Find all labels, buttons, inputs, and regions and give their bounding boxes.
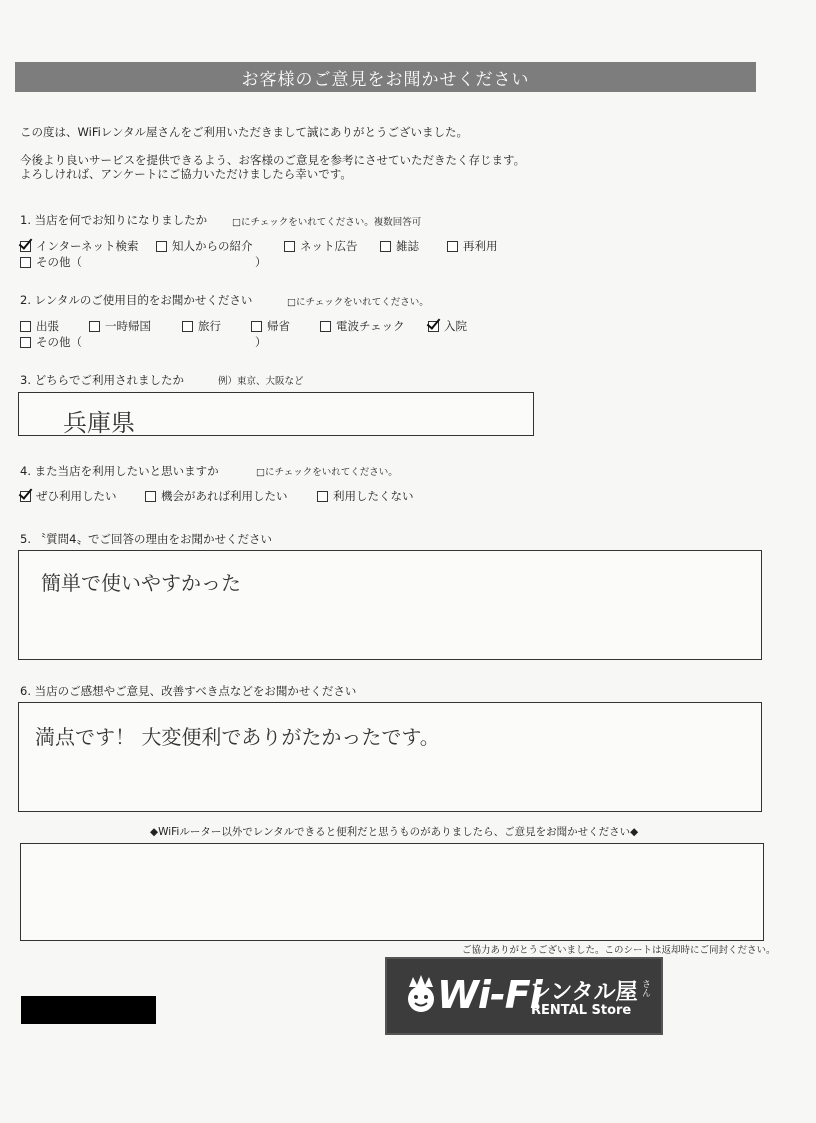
q1-option-net-ad[interactable]: ネット広告 (284, 238, 358, 254)
q2-option-hospital[interactable]: 入院 (428, 318, 467, 334)
q4-hint: □にチェックをいれてください。 (256, 467, 398, 478)
q5-answer-text: 簡単で使いやすかった (41, 571, 241, 595)
q1-label: 1. 当店を何でお知りになりましたか (20, 213, 208, 227)
survey-title: お客様のご意見をお聞かせください (241, 69, 530, 90)
q1-option-internet[interactable]: インターネット検索 (20, 238, 138, 254)
checkbox-icon[interactable] (320, 321, 331, 332)
mascot-icon (403, 975, 439, 1015)
q6-label: 6. 当店のご感想やご意見、改善すべき点などをお聞かせください (20, 684, 357, 698)
checkbox-icon[interactable] (284, 241, 295, 252)
checkbox-icon[interactable] (145, 491, 156, 502)
checkbox-icon[interactable] (20, 321, 31, 332)
intro-line-3: よろしければ、アンケートにご協力いただけましたら幸いです。 (20, 167, 352, 181)
q1-option-reuse[interactable]: 再利用 (447, 238, 498, 254)
q7-answer-field[interactable] (20, 843, 764, 941)
checkbox-icon[interactable] (20, 257, 31, 268)
logo-japanese-text: レンタル屋 (529, 980, 638, 1005)
logo-wifi-text: Wi-Fi (437, 973, 542, 1017)
q2-option-other[interactable]: その他（ (20, 334, 82, 350)
checkbox-icon[interactable] (380, 241, 391, 252)
q1-hint: □にチェックをいれてください。複数回答可 (232, 217, 422, 228)
checkbox-icon[interactable] (251, 321, 262, 332)
q1-option-magazine[interactable]: 雑誌 (380, 238, 419, 254)
checkbox-icon[interactable] (317, 491, 328, 502)
checkbox-icon[interactable] (20, 337, 31, 348)
q2-label: 2. レンタルのご使用目的をお聞かせください (20, 293, 253, 307)
checkbox-icon[interactable] (447, 241, 458, 252)
q2-option-business[interactable]: 出張 (20, 318, 59, 334)
q2-other-close-paren: ） (255, 335, 267, 349)
q1-option-referral[interactable]: 知人からの紹介 (156, 238, 253, 254)
footer-thanks: ご協力ありがとうございました。このシートは返却時にご同封ください。 (462, 945, 776, 956)
q3-hint: 例）東京、大阪など (218, 376, 304, 387)
q1-option-other[interactable]: その他（ (20, 254, 82, 270)
q2-option-travel[interactable]: 旅行 (182, 318, 221, 334)
checkbox-checked-icon[interactable] (428, 321, 439, 332)
intro-line-2: 今後より良いサービスを提供できるよう、お客様のご意見を参考にさせていただきたく存じます。 (20, 153, 526, 167)
checkbox-checked-icon[interactable] (20, 241, 31, 252)
q5-label: 5. 〝質問4〟でご回答の理由をお聞かせください (20, 532, 272, 546)
checkbox-checked-icon[interactable] (20, 491, 31, 502)
q3-answer-text: 兵庫県 (63, 409, 135, 437)
checkbox-icon[interactable] (182, 321, 193, 332)
q3-label: 3. どちらでご利用されましたか (20, 373, 185, 387)
q6-answer-field[interactable] (18, 702, 762, 812)
q2-hint: □にチェックをいれてください。 (287, 297, 429, 308)
q5-answer-field[interactable] (18, 550, 762, 660)
logo-english-text: RENTAL Store (531, 1003, 632, 1018)
q7-label: ◆WiFiルーター以外でレンタルできると便利だと思うものがありましたら、ご意見をお聞かせください◆ (150, 826, 639, 838)
store-logo (385, 957, 663, 1035)
redacted-block (21, 996, 156, 1024)
survey-title-banner (15, 62, 756, 92)
checkbox-icon[interactable] (89, 321, 100, 332)
q4-option-if-chance[interactable]: 機会があれば利用したい (145, 488, 288, 504)
q4-option-definitely[interactable]: ぜひ利用したい (20, 488, 117, 504)
q3-answer-field[interactable] (18, 392, 534, 436)
q2-option-home-visit[interactable]: 一時帰国 (89, 318, 151, 334)
checkbox-icon[interactable] (156, 241, 167, 252)
intro-line-1: この度は、WiFiレンタル屋さんをご利用いただきまして誠にありがとうございました。 (20, 125, 469, 139)
q1-other-close-paren: ） (255, 255, 267, 269)
q4-label: 4. また当店を利用したいと思いますか (20, 464, 219, 478)
q4-option-no[interactable]: 利用したくない (317, 488, 414, 504)
logo-san-text: さん (640, 979, 650, 997)
q6-answer-text: 満点です！ 大変便利でありがたかったです。 (35, 725, 440, 749)
q2-option-homecoming[interactable]: 帰省 (251, 318, 290, 334)
q2-option-signal-check[interactable]: 電波チェック (320, 318, 405, 334)
